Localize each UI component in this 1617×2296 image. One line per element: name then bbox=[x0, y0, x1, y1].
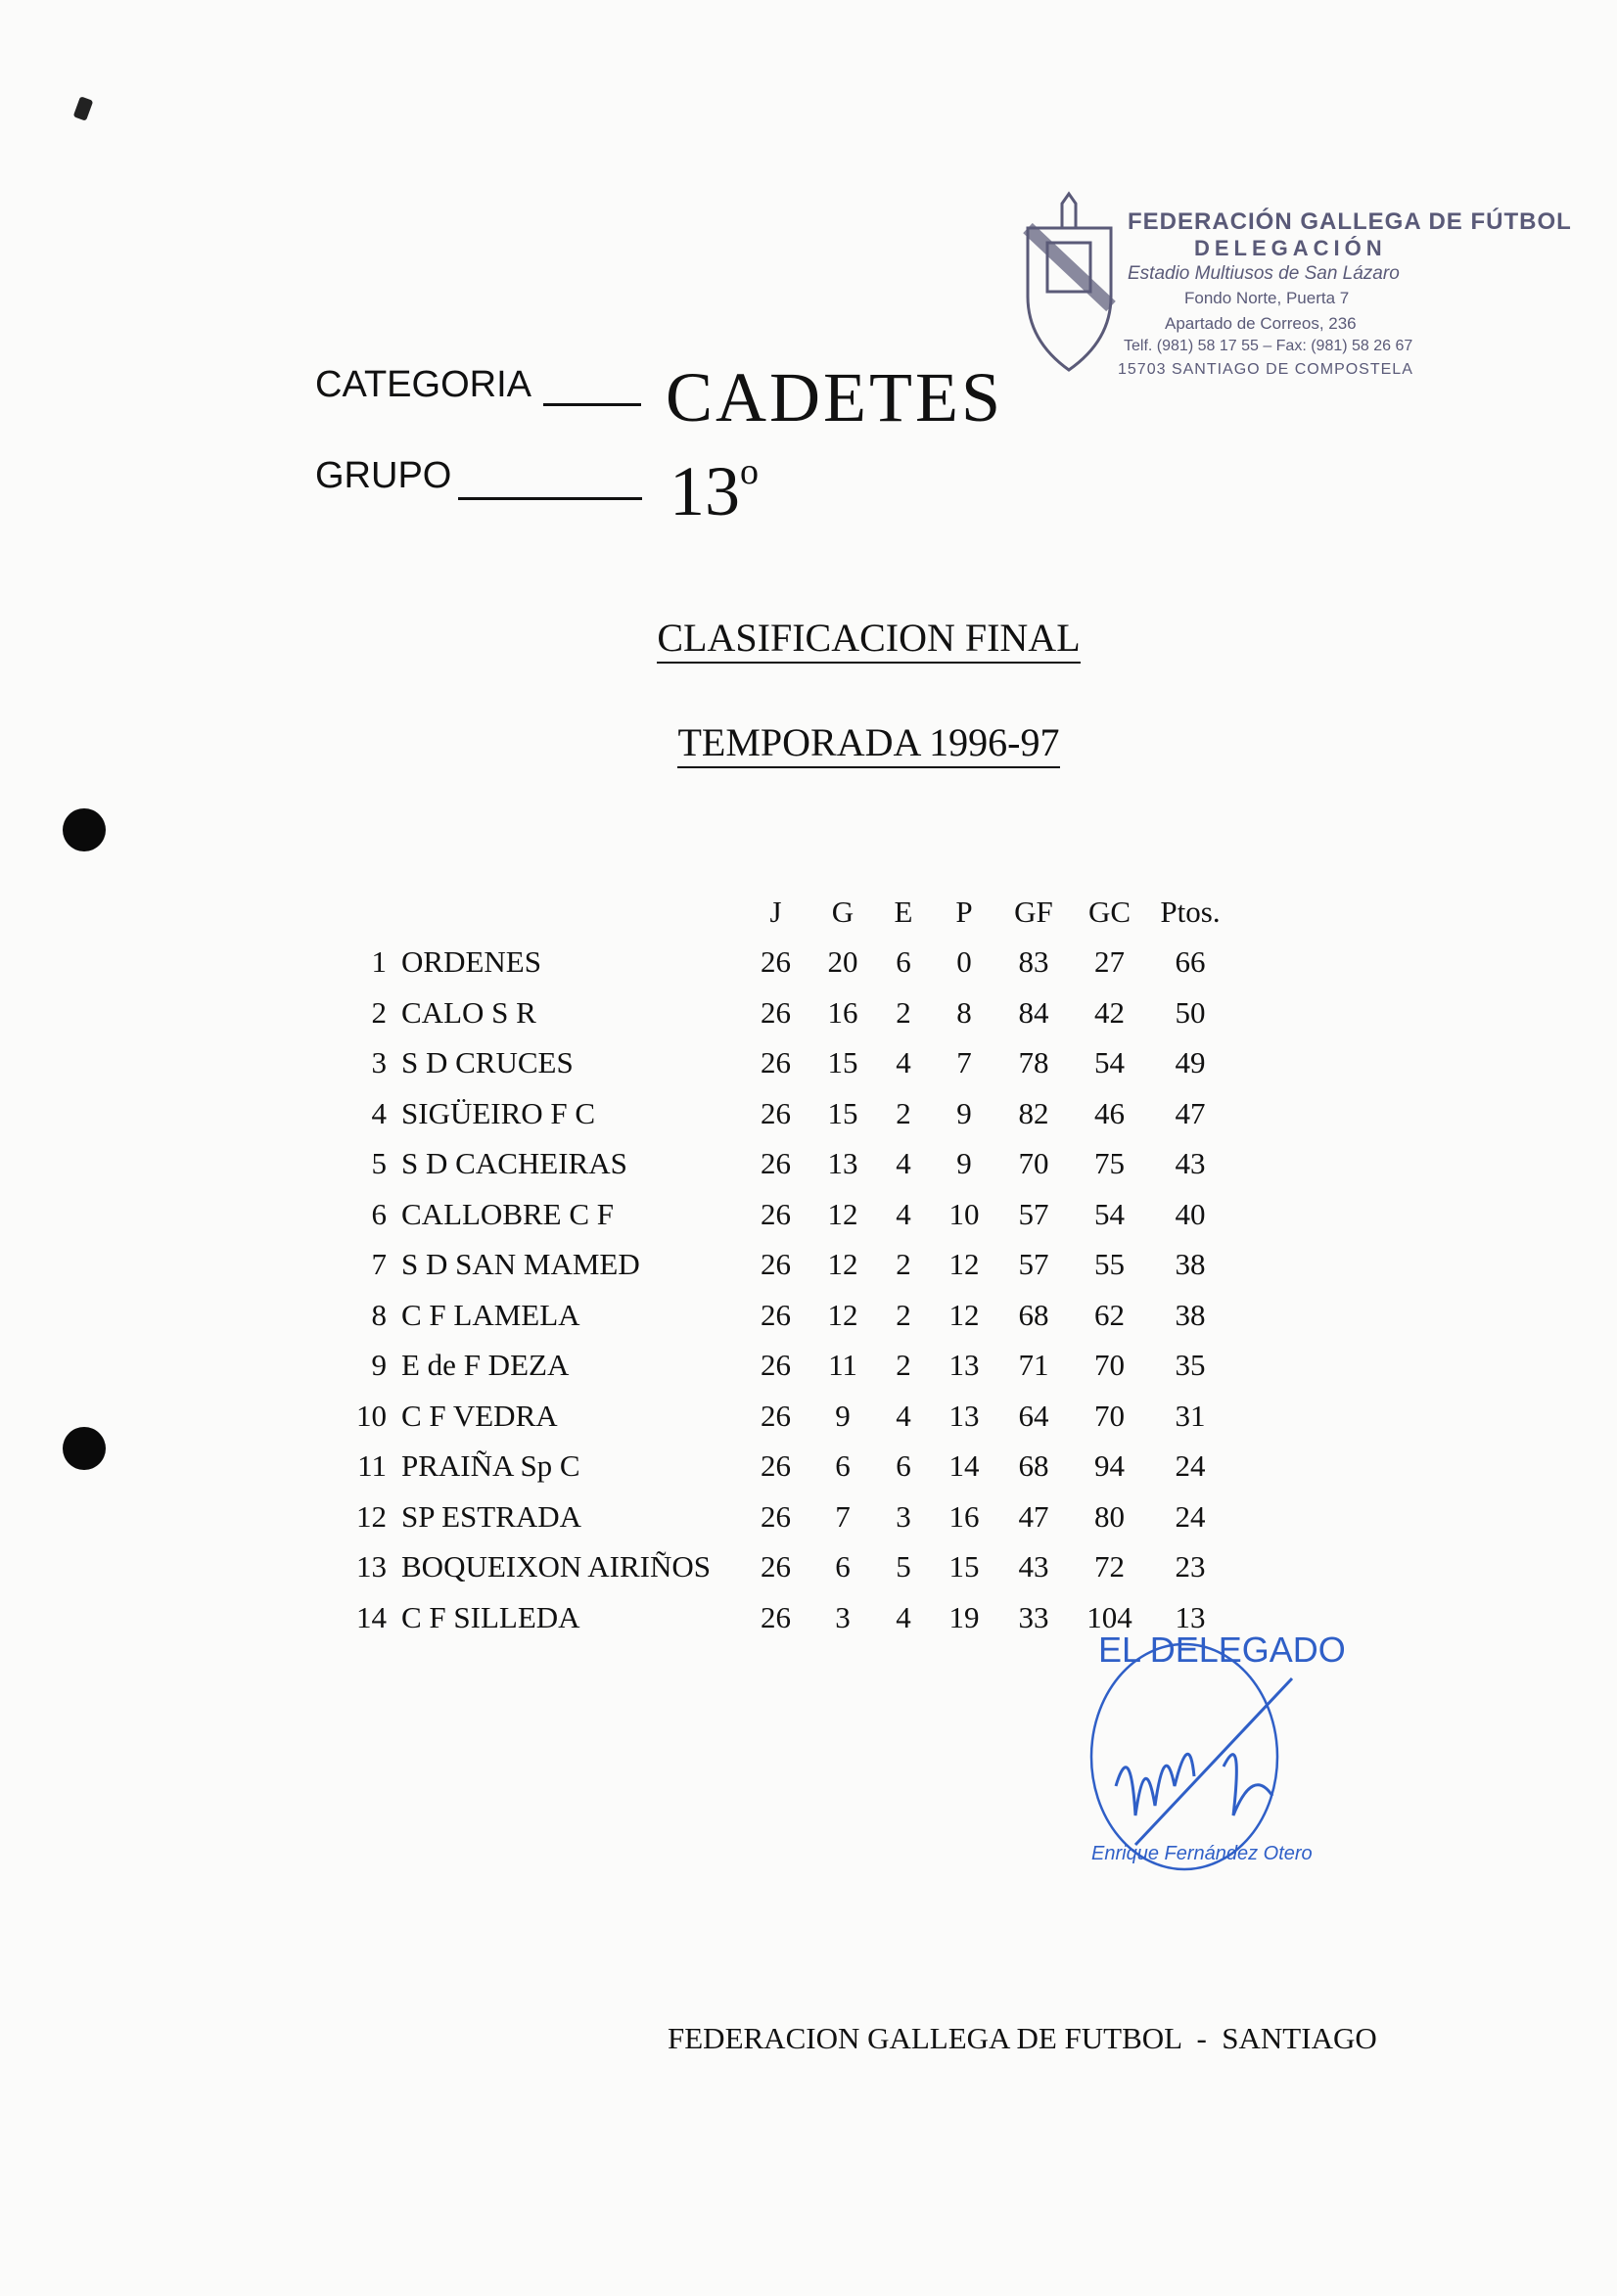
col-header-gc: GC bbox=[1087, 894, 1132, 929]
cell-pts: 47 bbox=[1175, 1095, 1206, 1130]
stamp-address-1: Estadio Multiusos de San Lázaro bbox=[1128, 263, 1400, 284]
cell-team: C F VEDRA bbox=[401, 1398, 558, 1433]
cell-gc: 54 bbox=[1094, 1045, 1125, 1080]
table-row bbox=[343, 938, 1234, 988]
cell-team: C F SILLEDA bbox=[401, 1599, 580, 1634]
cell-gf: 68 bbox=[1018, 1448, 1049, 1484]
cell-e: 4 bbox=[896, 1045, 911, 1080]
cell-gf: 47 bbox=[1018, 1498, 1049, 1534]
cell-pts: 24 bbox=[1175, 1498, 1206, 1534]
cell-gc: 27 bbox=[1094, 944, 1125, 980]
cell-pos: 6 bbox=[371, 1196, 387, 1231]
cell-j: 26 bbox=[761, 1448, 791, 1484]
cell-team: S D CRUCES bbox=[401, 1045, 574, 1080]
cell-pos: 14 bbox=[356, 1599, 387, 1634]
cell-pos: 9 bbox=[371, 1348, 387, 1383]
cell-gf: 70 bbox=[1018, 1146, 1049, 1181]
cell-pos: 8 bbox=[371, 1297, 387, 1332]
cell-gf: 64 bbox=[1018, 1398, 1049, 1433]
cell-j: 26 bbox=[761, 1196, 791, 1231]
table-row bbox=[343, 1240, 1234, 1291]
cell-pts: 66 bbox=[1175, 944, 1206, 980]
cell-g: 6 bbox=[835, 1448, 851, 1484]
cell-j: 26 bbox=[761, 1095, 791, 1130]
document-title-text: CLASIFICACION FINAL bbox=[657, 616, 1080, 664]
cell-e: 3 bbox=[896, 1498, 911, 1534]
cell-g: 20 bbox=[827, 944, 858, 980]
cell-p: 19 bbox=[948, 1599, 980, 1634]
header-pos bbox=[343, 887, 387, 938]
cell-p: 15 bbox=[948, 1549, 980, 1584]
cell-team: CALO S R bbox=[401, 994, 536, 1030]
cell-g: 3 bbox=[835, 1599, 851, 1634]
group-ordinal: o bbox=[740, 451, 759, 492]
cell-pts: 31 bbox=[1175, 1398, 1206, 1433]
cell-e: 4 bbox=[896, 1398, 911, 1433]
cell-gf: 68 bbox=[1018, 1297, 1049, 1332]
cell-e: 6 bbox=[896, 1448, 911, 1484]
table-row bbox=[343, 1139, 1234, 1190]
col-header-gf: GF bbox=[1014, 894, 1053, 929]
cell-pts: 38 bbox=[1175, 1247, 1206, 1282]
cell-gf: 43 bbox=[1018, 1549, 1049, 1584]
cell-p: 0 bbox=[956, 944, 972, 980]
category-label: CATEGORIA bbox=[315, 364, 531, 405]
col-header-pts: Ptos. bbox=[1160, 894, 1221, 929]
cell-pts: 40 bbox=[1175, 1196, 1206, 1231]
cell-pos: 10 bbox=[356, 1398, 387, 1433]
cell-j: 26 bbox=[761, 1247, 791, 1282]
table-row bbox=[343, 1038, 1234, 1089]
cell-p: 9 bbox=[956, 1146, 972, 1181]
cell-e: 2 bbox=[896, 1247, 911, 1282]
cell-p: 14 bbox=[948, 1448, 980, 1484]
cell-pts: 38 bbox=[1175, 1297, 1206, 1332]
cell-gc: 46 bbox=[1094, 1095, 1125, 1130]
cell-j: 26 bbox=[761, 1498, 791, 1534]
cell-team: SIGÜEIRO F C bbox=[401, 1095, 596, 1130]
cell-pos: 1 bbox=[371, 944, 387, 980]
cell-p: 8 bbox=[956, 994, 972, 1030]
table-row bbox=[343, 1290, 1234, 1341]
stamp-phone: Telf. (981) 58 17 55 – Fax: (981) 58 26 67 bbox=[1124, 338, 1413, 354]
cell-gf: 71 bbox=[1018, 1348, 1049, 1383]
delegate-signature bbox=[1077, 1620, 1370, 1874]
cell-pos: 12 bbox=[356, 1498, 387, 1534]
cell-team: ORDENES bbox=[401, 944, 541, 980]
cell-p: 7 bbox=[956, 1045, 972, 1080]
cell-j: 26 bbox=[761, 1348, 791, 1383]
cell-pos: 7 bbox=[371, 1247, 387, 1282]
cell-j: 26 bbox=[761, 994, 791, 1030]
paper-mark bbox=[73, 96, 94, 120]
cell-j: 26 bbox=[761, 1045, 791, 1080]
cell-g: 6 bbox=[835, 1549, 851, 1584]
cell-gf: 84 bbox=[1018, 994, 1049, 1030]
cell-pos: 4 bbox=[371, 1095, 387, 1130]
punch-hole-bottom bbox=[63, 1427, 106, 1470]
col-header-p: P bbox=[955, 894, 973, 929]
federation-shield-icon bbox=[1018, 189, 1121, 375]
footer-text: FEDERACION GALLEGA DE FUTBOL - SANTIAGO bbox=[668, 2021, 1377, 2055]
cell-pts: 13 bbox=[1175, 1599, 1206, 1634]
federation-stamp bbox=[1018, 181, 1572, 406]
cell-gc: 70 bbox=[1094, 1348, 1125, 1383]
col-header-e: E bbox=[894, 894, 913, 929]
table-row bbox=[343, 1088, 1234, 1139]
cell-team: PRAIÑA Sp C bbox=[401, 1448, 580, 1484]
group-number: 13 bbox=[670, 452, 740, 530]
cell-j: 26 bbox=[761, 1398, 791, 1433]
cell-pos: 11 bbox=[357, 1448, 387, 1484]
cell-gc: 42 bbox=[1094, 994, 1125, 1030]
standings-table bbox=[343, 887, 1234, 1643]
cell-pos: 2 bbox=[371, 994, 387, 1030]
cell-gf: 78 bbox=[1018, 1045, 1049, 1080]
cell-gf: 83 bbox=[1018, 944, 1049, 980]
category-rule bbox=[543, 403, 641, 406]
group-value bbox=[670, 450, 759, 532]
cell-pts: 23 bbox=[1175, 1549, 1206, 1584]
table-row bbox=[343, 1442, 1234, 1492]
cell-pts: 35 bbox=[1175, 1348, 1206, 1383]
table-row bbox=[343, 1542, 1234, 1593]
cell-p: 9 bbox=[956, 1095, 972, 1130]
col-header-j: J bbox=[769, 894, 782, 929]
cell-g: 12 bbox=[827, 1247, 858, 1282]
cell-gc: 80 bbox=[1094, 1498, 1125, 1534]
cell-g: 15 bbox=[827, 1045, 858, 1080]
cell-pos: 3 bbox=[371, 1045, 387, 1080]
cell-g: 9 bbox=[835, 1398, 851, 1433]
cell-pts: 50 bbox=[1175, 994, 1206, 1030]
signature-title: EL DELEGADO bbox=[1098, 1630, 1346, 1670]
cell-g: 12 bbox=[827, 1297, 858, 1332]
cell-gc: 54 bbox=[1094, 1196, 1125, 1231]
cell-g: 16 bbox=[827, 994, 858, 1030]
cell-gc: 94 bbox=[1094, 1448, 1125, 1484]
cell-team: BOQUEIXON AIRIÑOS bbox=[401, 1549, 712, 1584]
stamp-dept: DELEGACIÓN bbox=[1194, 236, 1387, 260]
cell-g: 13 bbox=[827, 1146, 858, 1181]
cell-pos: 13 bbox=[356, 1549, 387, 1584]
col-header-g: G bbox=[831, 894, 855, 929]
group-label: GRUPO bbox=[315, 455, 452, 496]
stamp-city: 15703 SANTIAGO DE COMPOSTELA bbox=[1118, 361, 1413, 378]
document-title bbox=[0, 615, 1617, 661]
stamp-org: FEDERACIÓN GALLEGA DE FÚTBOL bbox=[1128, 208, 1572, 235]
stamp-address-3: Apartado de Correos, 236 bbox=[1165, 314, 1357, 333]
cell-gc: 75 bbox=[1094, 1146, 1125, 1181]
cell-e: 2 bbox=[896, 1348, 911, 1383]
cell-team: C F LAMELA bbox=[401, 1297, 580, 1332]
cell-e: 6 bbox=[896, 944, 911, 980]
cell-e: 4 bbox=[896, 1599, 911, 1634]
cell-pts: 43 bbox=[1175, 1146, 1206, 1181]
cell-gc: 70 bbox=[1094, 1398, 1125, 1433]
cell-gf: 82 bbox=[1018, 1095, 1049, 1130]
punch-hole-top bbox=[63, 808, 106, 851]
table-row bbox=[343, 1189, 1234, 1240]
cell-j: 26 bbox=[761, 1549, 791, 1584]
table-header-row bbox=[343, 887, 1234, 938]
cell-j: 26 bbox=[761, 1146, 791, 1181]
season-title bbox=[0, 719, 1617, 765]
cell-j: 26 bbox=[761, 944, 791, 980]
cell-team: E de F DEZA bbox=[401, 1348, 570, 1383]
stamp-address-2: Fondo Norte, Puerta 7 bbox=[1184, 289, 1350, 307]
cell-p: 16 bbox=[948, 1498, 980, 1534]
table-row bbox=[343, 1391, 1234, 1442]
cell-p: 12 bbox=[948, 1297, 980, 1332]
cell-gc: 62 bbox=[1094, 1297, 1125, 1332]
cell-pos: 5 bbox=[371, 1146, 387, 1181]
cell-team: S D CACHEIRAS bbox=[401, 1146, 627, 1181]
cell-j: 26 bbox=[761, 1599, 791, 1634]
cell-gc: 104 bbox=[1086, 1599, 1132, 1634]
cell-p: 12 bbox=[948, 1247, 980, 1282]
cell-e: 4 bbox=[896, 1196, 911, 1231]
season-title-text: TEMPORADA 1996-97 bbox=[677, 720, 1059, 768]
table-row bbox=[343, 1341, 1234, 1392]
cell-e: 2 bbox=[896, 994, 911, 1030]
cell-e: 2 bbox=[896, 1297, 911, 1332]
cell-g: 15 bbox=[827, 1095, 858, 1130]
group-rule bbox=[458, 497, 642, 500]
cell-g: 12 bbox=[827, 1196, 858, 1231]
cell-team: SP ESTRADA bbox=[401, 1498, 582, 1534]
signature-scribble-icon bbox=[1077, 1620, 1370, 1874]
cell-e: 2 bbox=[896, 1095, 911, 1130]
cell-gc: 72 bbox=[1094, 1549, 1125, 1584]
cell-gf: 57 bbox=[1018, 1196, 1049, 1231]
signature-name: Enrique Fernández Otero bbox=[1091, 1843, 1313, 1864]
category-value: CADETES bbox=[666, 358, 1003, 436]
cell-gc: 55 bbox=[1094, 1247, 1125, 1282]
cell-p: 13 bbox=[948, 1398, 980, 1433]
table-row bbox=[343, 1492, 1234, 1542]
cell-p: 10 bbox=[948, 1196, 980, 1231]
cell-g: 7 bbox=[835, 1498, 851, 1534]
cell-gf: 57 bbox=[1018, 1247, 1049, 1282]
table-row bbox=[343, 987, 1234, 1038]
cell-j: 26 bbox=[761, 1297, 791, 1332]
header-team bbox=[387, 887, 739, 938]
cell-pts: 49 bbox=[1175, 1045, 1206, 1080]
cell-team: S D SAN MAMED bbox=[401, 1247, 640, 1282]
cell-pts: 24 bbox=[1175, 1448, 1206, 1484]
cell-g: 11 bbox=[828, 1348, 857, 1383]
cell-e: 4 bbox=[896, 1146, 911, 1181]
cell-gf: 33 bbox=[1018, 1599, 1049, 1634]
cell-p: 13 bbox=[948, 1348, 980, 1383]
cell-e: 5 bbox=[896, 1549, 911, 1584]
cell-team: CALLOBRE C F bbox=[401, 1196, 615, 1231]
